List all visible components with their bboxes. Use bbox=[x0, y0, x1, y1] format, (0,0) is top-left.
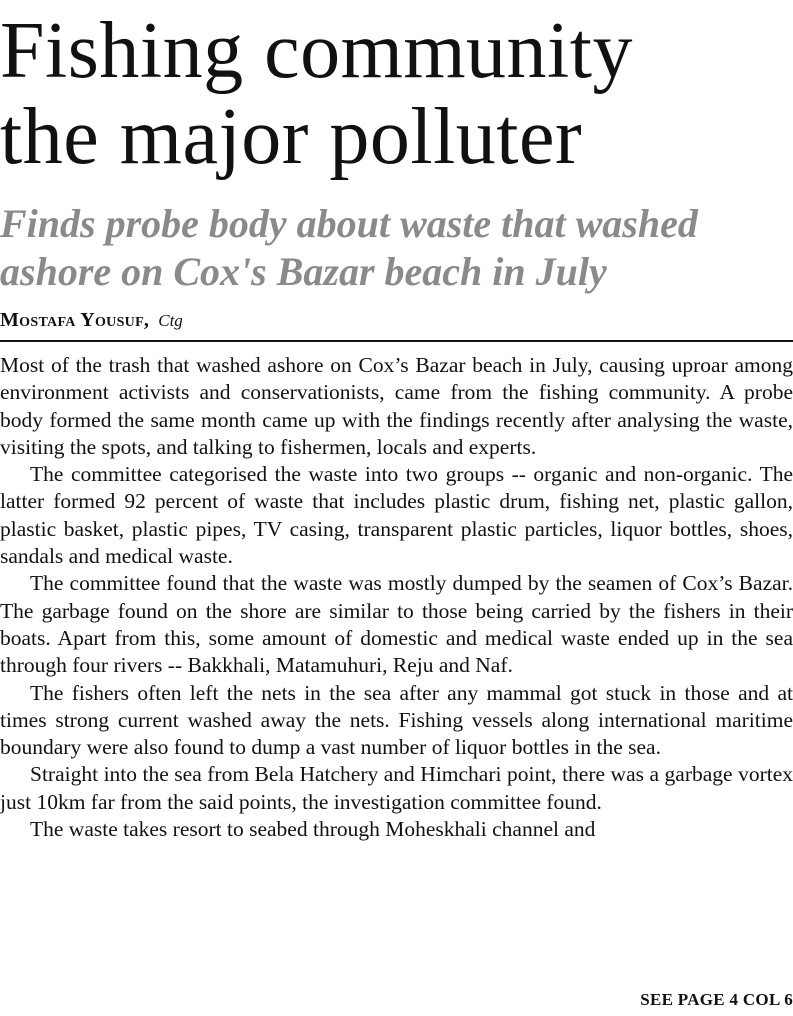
headline bbox=[0, 8, 633, 180]
byline-divider bbox=[0, 340, 793, 342]
continued-on-page-note: SEE PAGE 4 COL 6 bbox=[640, 990, 793, 1009]
headline-line-1: Fishing community bbox=[0, 7, 633, 95]
byline-author: Mostafa Yousuf, bbox=[0, 309, 150, 331]
article-paragraph-1: Most of the trash that washed ashore on Cox’s Bazar beach in July, causing uproar among environment activists and conservationists, came from the fishing community. A probe body formed the same month came up with the findings recently after analysing the waste, visiting the spots, and talking to fishermen, locals and experts. bbox=[0, 353, 793, 459]
article-paragraph-4: The fishers often left the nets in the sea after any mammal got stuck in those and at times strong current washed away the nets. Fishing vessels along international maritime boundary were also found to dump a vast number of liquor bottles in the sea. bbox=[0, 680, 793, 760]
subheadline-line-2: ashore on Cox's Bazar beach in July bbox=[0, 249, 607, 294]
article-paragraph-3: The committee found that the waste was mostly dumped by the seamen of Cox’s Bazar. The garbage found on the shore are similar to those being carried by the fishers in their boats. Apart from this, some amount of domestic and medical waste ended up in the sea through four rivers -- Bakkhali, Matamuhuri, Reju and Naf. bbox=[0, 571, 793, 678]
byline-location: Ctg bbox=[158, 311, 183, 330]
article-body bbox=[0, 352, 793, 843]
subheadline-line-1: Finds probe body about waste that washed bbox=[0, 201, 698, 246]
article-paragraph-2: The committee categorised the waste into two groups -- organic and non-organic. The latter formed 92 percent of waste that includes plastic drum, fishing net, plastic gallon, plastic basket, plastic pipes, TV casing, transparent plastic particles, liquor bottles, shoes, sandals and medical waste. bbox=[0, 462, 793, 569]
article-paragraph-6: The waste takes resort to seabed through Moheskhali channel and bbox=[30, 817, 596, 842]
headline-line-2: the major polluter bbox=[0, 93, 583, 181]
byline bbox=[0, 308, 183, 333]
article-paragraph-5: Straight into the sea from Bela Hatchery and Himchari point, there was a garbage vortex just 10km far from the said points, the investigation committee found. bbox=[0, 762, 793, 814]
subheadline bbox=[0, 200, 698, 296]
